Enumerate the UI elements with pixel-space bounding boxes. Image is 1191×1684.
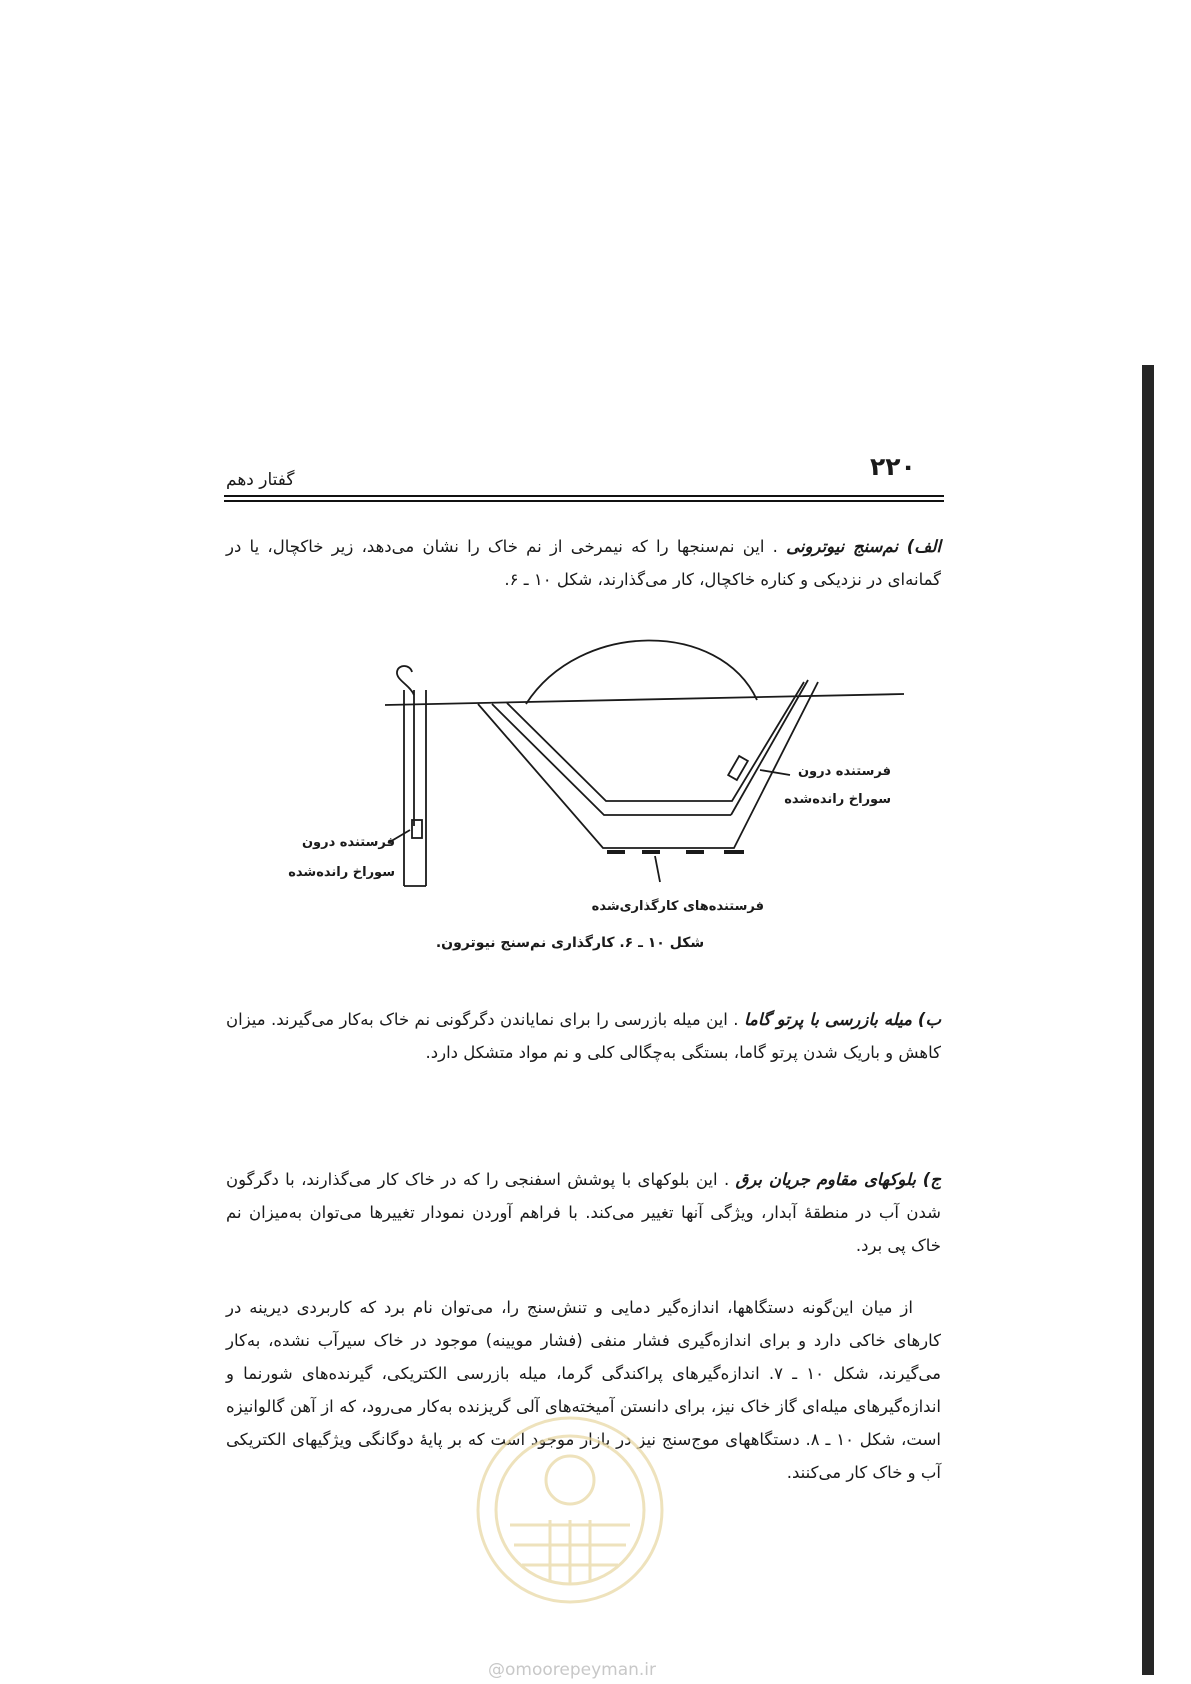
right-probe-leader: [760, 770, 790, 775]
header-rule: [224, 495, 944, 497]
paragraph-neutron-probe: [226, 530, 941, 596]
borehole-probe: [412, 820, 422, 838]
paragraph-body: . این بلوکهای با پوشش اسفنجی را که در خاک کار می‌گذارند، با دگرگون شدن آب در منطقهٔ آبدار، ویژگی آنها تغییر می‌کند. با فراهم آوردن نمودار تغییرها می‌توان به‌میزان نم خاک پی برد.: [226, 1170, 941, 1255]
label-left-line2: سوراخ رانده‌شده: [288, 865, 395, 880]
scan-edge-band: [1142, 365, 1154, 1675]
running-head: گفتار دهم: [226, 470, 295, 490]
waste-mound: [526, 640, 757, 704]
pipe-hook: [397, 666, 414, 695]
inclined-tube: [492, 704, 731, 815]
ground-line: [385, 694, 904, 705]
label-right-line2: سوراخ رانده‌شده: [784, 792, 891, 807]
paragraph-other-instruments: از میان این‌گونه دستگاهها، اندازه‌گیر دمایی و تنش‌سنج را، می‌توان نام برد که کاربردی دیرینه در کارهای خاکی دارد و برای اندازه‌گیری فشار منفی (فشار مویینه) موجود در خاک سیرآب نشده، به‌کار می‌گیرند، شکل ۱۰ ـ ۷. اندازه‌گیرهای پراکندگی گرما، میله بازرسی الکتریکی، گیرنده‌های شورنما و اندازه‌گیرهای میله‌ای گاز خاک نیز، برای دانستن آمیخته‌های آلی گریزنده به‌کار می‌رود، که از آهن گالوانیزه است، شکل ۱۰ ـ ۸. دستگاههای موج‌سنج نیز در بازار موجود است که بر پایهٔ دوگانگی ویژگیهای الکتریکی آب و خاک کار می‌کنند.: [226, 1298, 942, 1482]
bottom-leader: [655, 856, 660, 882]
paragraph-lead: ب) میله بازرسی با پرتو گاما: [743, 1010, 941, 1029]
inclined-tube-right: [731, 680, 808, 815]
pit-outer: [478, 682, 818, 848]
label-right-line1: فرستنده درون: [797, 764, 891, 779]
watermark-seal: [470, 1410, 670, 1610]
paragraph-body: . این میله بازرسی را برای نمایاندن دگرگونی نم خاک به‌کار می‌گیرند. میزان کاهش و باریک شدن پرتو گاما، بستگی به‌چگالی کلی و نم مواد متشکل دارد.: [226, 1010, 941, 1062]
paragraph-lead: الف) نم‌سنج نیوترونی: [786, 537, 941, 556]
label-bottom: فرستنده‌های کارگذاری‌شده: [591, 899, 764, 914]
watermark-url: @omoorepeyman.ir: [488, 1660, 657, 1680]
paragraph-resistance-blocks: [226, 1163, 941, 1262]
pit-inner: [507, 682, 804, 801]
left-leader: [388, 830, 410, 843]
paragraph-gamma-probe: [226, 1003, 941, 1069]
paragraph-body: . این نم‌سنجها را که نیمرخی از نم خاک را نشان می‌دهد، زیر خاکچال، یا در گمانه‌ای در نزدیکی و کناره خاکچال، کار می‌گذارند، شکل ۱۰ ـ ۶.: [226, 537, 941, 589]
label-left-line1: فرستنده درون: [301, 835, 395, 850]
paragraph-lead: ج) بلوکهای مقاوم جریان برق: [735, 1170, 941, 1189]
header-rule-secondary: [224, 500, 944, 502]
right-probe: [728, 756, 748, 780]
page-number: ۲۲۰: [870, 452, 916, 481]
figure-caption: شکل ۱۰ ـ ۶. کارگذاری نم‌سنج نیوترون.: [435, 935, 705, 951]
